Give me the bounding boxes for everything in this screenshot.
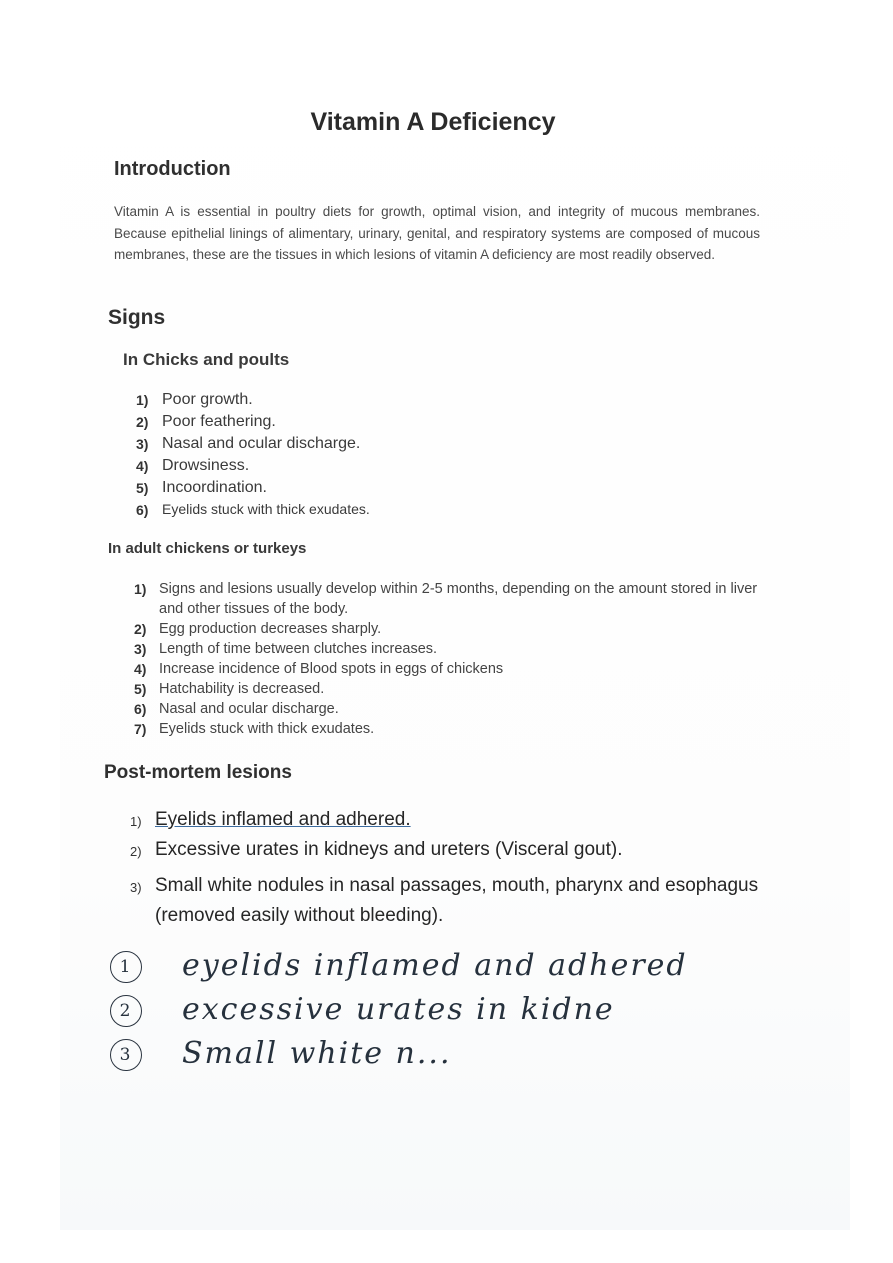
list-item: [134, 679, 784, 699]
item-text: Length of time between clutches increases.: [159, 641, 438, 657]
item-text: Egg production decreases sharply.: [159, 621, 382, 637]
list-item: [134, 619, 784, 639]
item-number: 2): [136, 414, 149, 430]
item-number: 7): [134, 721, 147, 737]
item-text: Small white nodules in nasal passages, mouth, pharynx and esophagus (removed easily without bleeding).: [155, 875, 759, 926]
item-number: 3): [130, 880, 142, 895]
item-number: 4): [134, 661, 147, 677]
item-text: Hatchability is decreased.: [159, 681, 325, 697]
item-number: 1): [134, 581, 147, 597]
item-number: 6): [134, 701, 147, 717]
item-number: 3): [136, 436, 149, 452]
list-item: [134, 639, 784, 659]
introduction-heading: Introduction: [114, 158, 231, 180]
item-number: 1): [136, 392, 149, 408]
item-number: 4): [136, 458, 149, 474]
list-item: [136, 457, 556, 479]
list-item: [136, 413, 556, 435]
list-item: [136, 391, 556, 413]
post-mortem-list: [130, 805, 770, 931]
item-text: Eyelids inflamed and adhered.: [155, 809, 411, 830]
item-text: Eyelids stuck with thick exudates.: [159, 721, 375, 737]
handwritten-note: [110, 992, 710, 1036]
post-mortem-heading: Post-mortem lesions: [104, 762, 292, 783]
chicks-signs-list: [136, 391, 556, 523]
list-item: [134, 699, 784, 719]
list-item: [136, 435, 556, 457]
item-number: 2): [134, 621, 147, 637]
handwritten-text: eyelids inflamed and adhered: [182, 948, 688, 983]
list-item: [134, 659, 784, 679]
item-text: Poor feathering.: [162, 413, 276, 430]
handwritten-note: [110, 948, 710, 992]
handwritten-text: excessive urates in kidne: [182, 992, 615, 1027]
item-text: Signs and lesions usually develop within 2-5 months, depending on the amount stored in liver and other tissues of the body.: [159, 581, 758, 617]
handwritten-text: Small white n...: [182, 1036, 452, 1071]
item-text: Poor growth.: [162, 391, 253, 408]
list-item: [136, 501, 556, 523]
list-item: [130, 871, 770, 931]
handwritten-note: [110, 1036, 710, 1080]
item-text: Excessive urates in kidneys and ureters (Visceral gout).: [155, 839, 623, 860]
adults-heading: In adult chickens or turkeys: [108, 540, 307, 557]
item-text: Drowsiness.: [162, 457, 250, 474]
item-number: 2): [130, 844, 142, 859]
handwritten-notes: [110, 948, 710, 1080]
signs-heading: Signs: [108, 306, 166, 329]
list-item: [130, 835, 770, 865]
page-title: Vitamin A Deficiency: [310, 108, 556, 136]
item-number: 3): [134, 641, 147, 657]
item-text: Incoordination.: [162, 479, 267, 496]
introduction-paragraph: Vitamin A is essential in poultry diets for growth, optimal vision, and integrity of mucous membranes. Because epithelial linings of alimentary, urinary, genital, and respiratory systems are composed of mucous membranes, these are the tissues in which lesions of vitamin A deficiency are most readily observed.: [114, 204, 760, 262]
item-number: 1): [130, 814, 142, 829]
item-text: Nasal and ocular discharge.: [162, 435, 361, 452]
item-text: Nasal and ocular discharge.: [159, 701, 339, 717]
circled-number: 1: [110, 951, 142, 983]
list-item: [130, 805, 770, 835]
list-item: [136, 479, 556, 501]
item-number: 5): [134, 681, 147, 697]
list-item: [134, 719, 784, 739]
item-number: 6): [136, 502, 149, 518]
adult-signs-list: [134, 579, 784, 739]
list-item: [134, 579, 784, 619]
chicks-heading: In Chicks and poults: [123, 350, 290, 369]
item-text: Eyelids stuck with thick exudates.: [162, 501, 370, 517]
circled-number: 2: [110, 995, 142, 1027]
item-text: Increase incidence of Blood spots in eggs of chickens: [159, 661, 504, 677]
circled-number: 3: [110, 1039, 142, 1071]
item-number: 5): [136, 480, 149, 496]
